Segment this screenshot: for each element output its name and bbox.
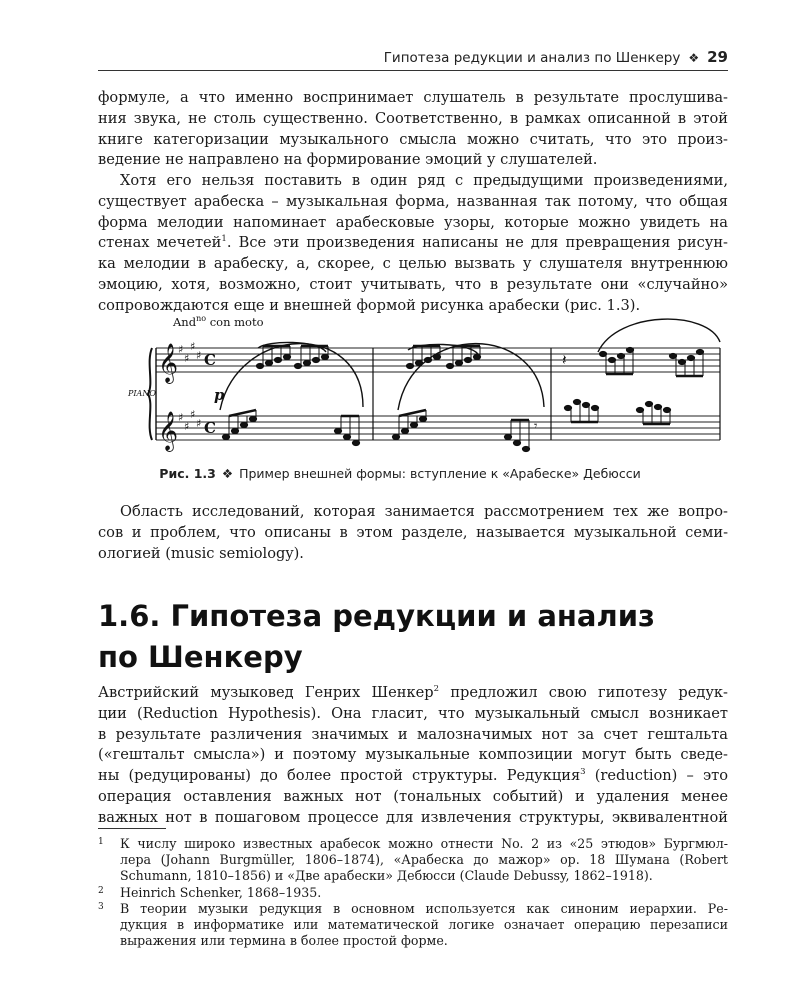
treble-clef-bass-icon: 𝄞 (158, 411, 179, 451)
diamond-separator-icon: ❖ (688, 51, 700, 65)
text-line: ны (редуцированы) до более простой структуры. Редукция$^3$ (reduction) – это (98, 767, 728, 785)
diamond-separator-icon: ❖ (221, 466, 234, 481)
text-line: ка мелодии в арабеску, а, скорее, с целью вызвать у слушателя внутреннюю (98, 255, 728, 273)
text-line: Австрийский музыковед Генрих Шенкер$^2$ предложил свою гипотезу редук- (98, 684, 728, 701)
svg-text:♯: ♯ (190, 408, 196, 421)
running-head-title: Гипотеза редукции и анализ по Шенкеру (383, 50, 681, 66)
svg-text:♯: ♯ (178, 411, 184, 424)
svg-text:♯: ♯ (190, 340, 196, 353)
footnote-mark: 1 (98, 837, 104, 847)
text-line: ологией (music semiology). (98, 544, 304, 562)
paragraph-continued (98, 88, 728, 171)
footnote-rule (98, 828, 166, 829)
text-line: ведение не направлено на формирование эмоций у слушателей. (98, 151, 598, 169)
tempo-marking: And$^{no}$ con moto (173, 314, 264, 329)
section-heading: 1.6. Гипотеза редукции и анализ по Шенкеру (98, 599, 655, 674)
text-line: в результате различения значимых и малозначимых нот за счет гештальта (98, 725, 728, 743)
page-number: 29 (707, 48, 728, 66)
text-line: эмоцию, хотя, возможно, стоит учитывать, что в результате они «случайно» (98, 275, 728, 293)
bass-staff (156, 416, 720, 440)
footnote-2: 2 Heinrich Schenker, 1868–1935. (98, 884, 322, 900)
treble-notes (256, 346, 703, 376)
text-line: операция оставления важных нот (тональных событий) и удаления менее (98, 787, 728, 805)
text-line: («гештальт смысла») и поэтому музыкальные композиции могут быть сведе- (98, 746, 728, 764)
footnote-1: 1 К числу широко известных арабесок можно отнести No. 2 из «25 этюдов» Бургмюл- лера (Johann Burgmüller, 1806–1874), «Арабеска до мажор» ор. 18 Шумана (Robert Schumann, 1810–1856) и «Две арабески» Дебюсси (Claude Debussy, 1862–1918). (98, 836, 728, 884)
figure-number: Рис. 1.3 (159, 466, 216, 481)
header-rule (98, 70, 728, 71)
text-line: формуле, а что именно воспринимает слушатель в результате прослушива- (98, 89, 728, 106)
footnote-ref[interactable]: 3 (580, 767, 586, 778)
footnote-3: 3 В теории музыки редукция в основном используется как синоним иерархии. Ре- дукция в информатике или математической логике означает операцию перезаписи выражения или термина в более простой форме. (98, 900, 728, 949)
svg-text:♯: ♯ (196, 349, 202, 362)
dynamic-marking: p (214, 386, 225, 404)
footnote-ref[interactable]: 1 (221, 234, 227, 245)
paragraph-schenker (98, 683, 728, 829)
text-line: существует арабеска – музыкальная форма, названная так потому, что общая (98, 192, 728, 210)
running-head (98, 48, 728, 66)
text-line: сов и проблем, что описаны в этом разделе, называется музыкальной семи- (98, 523, 728, 541)
text-line: сопровождаются еще и внешней формой рисунка арабески (рис. 1.3). (98, 296, 641, 314)
instrument-label: PIANO (128, 389, 156, 398)
time-signature: C (204, 351, 216, 369)
svg-text:♯: ♯ (178, 343, 184, 356)
bass-notes (222, 399, 670, 451)
rest-icon: 𝄽 (562, 351, 567, 369)
rest-icon: 𝄾 (534, 419, 538, 434)
svg-text:♯: ♯ (184, 352, 190, 365)
footnote-mark: 3 (98, 901, 104, 912)
footnotes (98, 836, 728, 949)
text-line: важных нот в пошаговом процессе для извлечения структуры, эквивалентной (98, 808, 728, 826)
footnote-ref[interactable]: 2 (433, 684, 440, 695)
treble-clef-icon: 𝄞 (158, 343, 179, 383)
time-signature: C (204, 419, 216, 437)
paragraph-arabesque (98, 171, 728, 317)
caption-text: Пример внешней формы: вступление к «Арабеске» Дебюсси (239, 466, 641, 481)
footnote-mark: 2 (98, 885, 104, 896)
text-line: стенах мечетей$^1$. Все эти произведения написаны не для превращения рисун- (98, 234, 728, 252)
text-line: форма мелодии напоминает арабесковые узоры, которые можно увидеть на (98, 213, 728, 231)
text-line: ции (Reduction Hypothesis). Она гласит, что музыкальный смысл возникает (98, 704, 728, 722)
figure-caption (0, 466, 800, 481)
svg-text:♯: ♯ (184, 420, 190, 433)
text-line: Область исследований, которая занимается рассмотрением тех же вопро- (120, 503, 728, 520)
text-line: книге категоризации музыкального смысла можно считать, что это произ- (98, 130, 728, 148)
music-score-figure (128, 312, 723, 457)
svg-text:♯: ♯ (196, 417, 202, 430)
text-line: Хотя его нельзя поставить в один ряд с предыдущими произведениями, (120, 172, 728, 189)
text-line: ния звука, не столь существенно. Соответственно, в рамках описанной в этой (98, 109, 728, 127)
paragraph-semiology (98, 502, 728, 564)
